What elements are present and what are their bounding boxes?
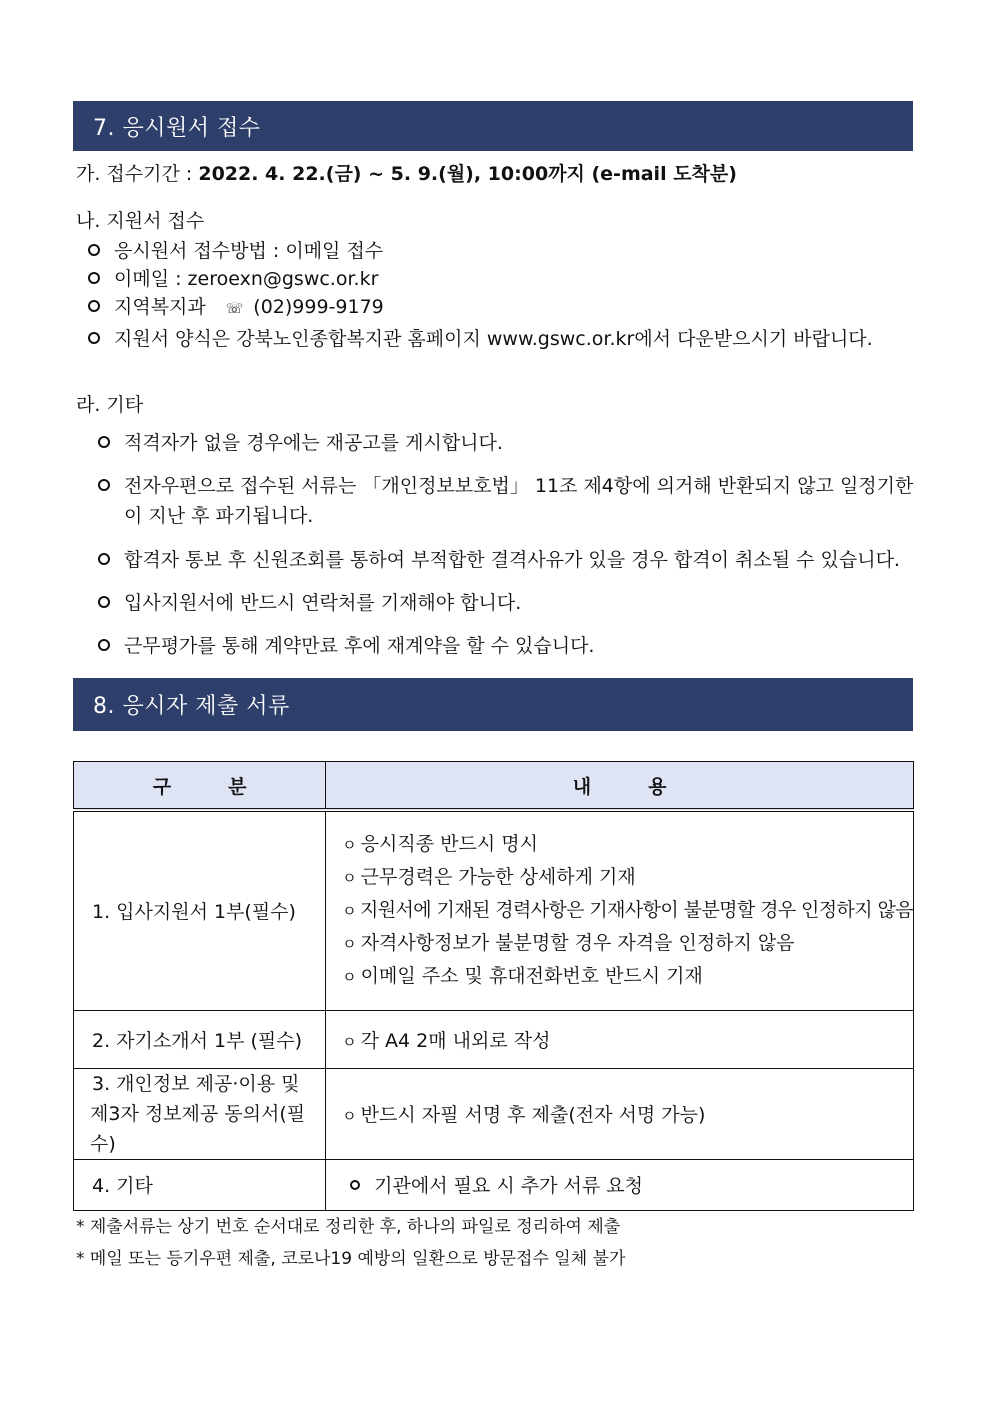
etc-item-continuation: 이 지난 후 파기됩니다. [124,505,314,527]
circle-bullet-icon [88,244,100,256]
row-label: 2. 자기소개서 1부 (필수) [74,1010,326,1068]
etc-item: 합격자 통보 후 신원조회를 통하여 부적합한 결격사유가 있을 경우 합격이 취소될 수 있습니다. [98,545,900,572]
content-item: ㅇ 자격사항정보가 불분명할 경우 자격을 인정하지 않음 [342,932,795,955]
submission-item: 이메일 : zeroexn@gswc.or.kr [88,264,378,291]
row-content: ㅇ 각 A4 2매 내외로 작성 [326,1010,914,1068]
row-content: ㅇ 반드시 자필 서명 후 제출(전자 서명 가능) [326,1068,914,1159]
table-row [74,1068,914,1159]
circle-bullet-icon [88,332,100,344]
row-label: 4. 기타 [74,1159,326,1210]
section-8-header [73,678,913,731]
phone-number: (02)999-9179 [253,296,384,318]
receipt-period-label: 가. 접수기간 : [76,163,193,185]
circle-bullet-icon [350,1180,360,1190]
row-label: 1. 입사지원서 1부(필수) [74,810,326,1010]
footnote: * 제출서류는 상기 번호 순서대로 정리한 후, 하나의 파일로 정리하여 제출 [76,1217,621,1237]
etc-title: 라. 기타 [76,394,144,416]
phone-icon: ☏ [225,301,244,317]
table-row [74,810,914,1010]
etc-item: 근무평가를 통해 계약만료 후에 재계약을 할 수 있습니다. [98,631,594,658]
section-7-header [73,101,913,151]
circle-bullet-icon [98,553,110,565]
table-row [74,1159,914,1210]
required-documents-table [73,761,914,1211]
row-content [326,810,914,1010]
table-header-row [74,762,914,811]
submission-item: 지역복지과 ☏ (02)999-9179 [88,292,384,319]
content-item: ㅇ 근무경력은 가능한 상세하게 기재 [342,866,636,889]
content-item: ㅇ 응시직종 반드시 명시 [342,833,538,856]
circle-bullet-icon [88,300,100,312]
table-row [74,1010,914,1068]
section-8-title: 8. 응시자 제출 서류 [93,694,290,719]
etc-item: 적격자가 없을 경우에는 재공고를 게시합니다. [98,428,503,455]
submission-item: 지원서 양식은 강북노인종합복지관 홈페이지 www.gswc.or.kr에서 다운받으시기 바랍니다. [88,324,873,351]
receipt-period [76,159,737,186]
etc-item: 입사지원서에 반드시 연락처를 기재해야 합니다. [98,588,521,615]
circle-bullet-icon [98,436,110,448]
circle-bullet-icon [98,639,110,651]
footnote: * 메일 또는 등기우편 제출, 코로나19 예방의 일환으로 방문접수 일체 불가 [76,1249,626,1269]
content-item: ㅇ 지원서에 기재된 경력사항은 기재사항이 불분명할 경우 인정하지 않음 [342,899,913,922]
column-header-content: 내 용 [326,762,914,811]
content-item: ㅇ 이메일 주소 및 휴대전화번호 반드시 기재 [342,965,703,988]
row-content: 기관에서 필요 시 추가 서류 요청 [326,1159,914,1210]
etc-item: 전자우편으로 접수된 서류는 「개인정보보호법」 11조 제4항에 의거해 반환되지 않고 일정기한 [98,471,913,498]
column-header-category: 구 분 [74,762,326,811]
circle-bullet-icon [88,272,100,284]
submission-item: 응시원서 접수방법 : 이메일 접수 [88,236,383,263]
circle-bullet-icon [98,479,110,491]
submission-title: 나. 지원서 접수 [76,210,205,232]
receipt-period-value: 2022. 4. 22.(금) ~ 5. 9.(월), 10:00까지 (e-mail 도착분) [198,163,737,185]
section-7-title: 7. 응시원서 접수 [93,115,261,141]
circle-bullet-icon [98,596,110,608]
row-label: 3. 개인정보 제공·이용 및 제3자 정보제공 동의서(필수) [74,1068,326,1159]
